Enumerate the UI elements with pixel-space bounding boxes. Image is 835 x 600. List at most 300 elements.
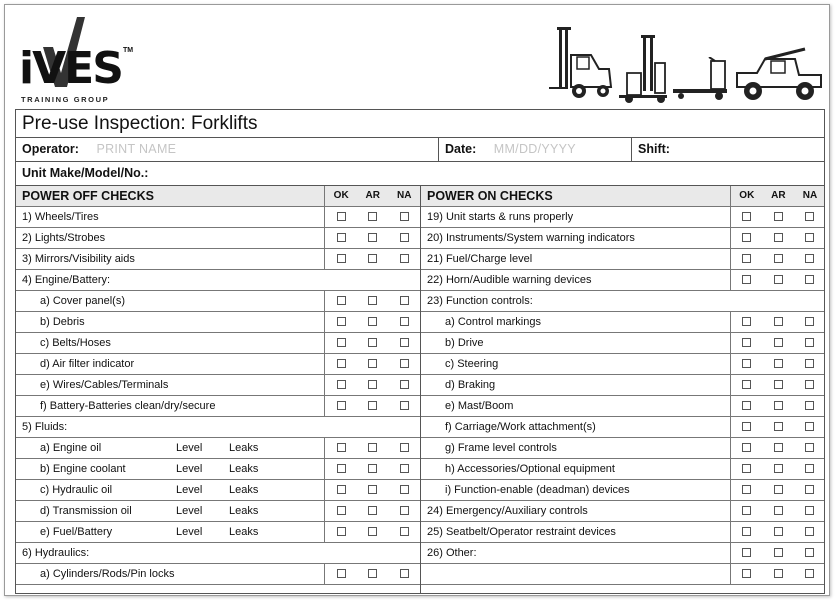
checkbox-cell-ar	[763, 270, 795, 290]
checklist-row	[421, 375, 825, 396]
checkbox-cell-na	[388, 396, 420, 416]
item-text: i) Function-enable (deadman) devices	[445, 484, 630, 496]
checkbox-ar[interactable]	[774, 212, 783, 221]
checkbox-na[interactable]	[400, 212, 409, 221]
checkbox-ok[interactable]	[337, 296, 346, 305]
checkbox-cell-ar	[357, 501, 389, 521]
checkbox-ok[interactable]	[742, 569, 751, 578]
checklist-item-label	[421, 249, 731, 269]
item-text: d) Air filter indicator	[40, 358, 135, 370]
item-text: b) Drive	[445, 337, 484, 349]
operator-label: Operator:	[22, 142, 79, 156]
logo-subtitle: TRAINING GROUP	[21, 95, 110, 104]
checkbox-cell-ar	[357, 438, 389, 458]
checkbox-cell-na	[794, 270, 825, 290]
item-text: c) Steering	[445, 358, 499, 370]
checkbox-cell-ar	[357, 522, 389, 542]
checklist-row	[16, 312, 420, 333]
checkbox-cell-ok	[325, 438, 357, 458]
item-text: d) Transmission oil	[40, 505, 132, 517]
checkbox-cell-na	[388, 459, 420, 479]
checkbox-cell-ar	[763, 501, 795, 521]
shift-label: Shift:	[638, 142, 670, 156]
checkbox-ar[interactable]	[774, 401, 783, 410]
form-title: Pre-use Inspection: Forklifts	[16, 110, 824, 138]
checkbox-cell-na	[388, 480, 420, 500]
checkbox-na[interactable]	[400, 296, 409, 305]
checklist-item-label	[16, 354, 325, 374]
unit-field[interactable]	[16, 162, 824, 185]
checkbox-cell-ar	[357, 228, 389, 248]
checklist-item-label	[16, 207, 325, 227]
checklist-item-label	[421, 459, 731, 479]
checkbox-ar[interactable]	[774, 422, 783, 431]
checkbox-cell-ok	[325, 522, 357, 542]
checkbox-ok[interactable]	[742, 212, 751, 221]
checkbox-ar[interactable]	[368, 569, 377, 578]
checkbox-cell-na	[794, 396, 825, 416]
checklist-row	[421, 249, 825, 270]
checkbox-cell-ok	[325, 207, 357, 227]
checkbox-ar[interactable]	[774, 548, 783, 557]
checklist-row	[16, 291, 420, 312]
checkbox-ok[interactable]	[742, 443, 751, 452]
checkbox-na[interactable]	[400, 443, 409, 452]
item-text: h) Accessories/Optional equipment	[445, 463, 615, 475]
checkbox-cell-ok	[325, 354, 357, 374]
checkbox-cell-na	[794, 480, 825, 500]
power-off-heading: POWER OFF CHECKS	[16, 186, 325, 206]
unit-row	[16, 162, 824, 186]
col-ok-header: OK	[333, 190, 349, 201]
checklist-item-label	[16, 375, 325, 395]
checklist-item-label	[421, 333, 731, 353]
shift-field[interactable]	[632, 138, 824, 161]
item-text: a) Cylinders/Rods/Pin locks	[40, 568, 175, 580]
checkbox-ok[interactable]	[337, 569, 346, 578]
checklist-columns	[16, 186, 824, 594]
checkbox-ok[interactable]	[337, 359, 346, 368]
checkbox-cell-ar	[763, 522, 795, 542]
checkbox-na[interactable]	[805, 233, 814, 242]
checkbox-ok[interactable]	[337, 317, 346, 326]
checkbox-cell-na	[794, 354, 825, 374]
checklist-item-label	[16, 543, 420, 563]
checkbox-ar[interactable]	[774, 380, 783, 389]
checkbox-cell-ar	[763, 459, 795, 479]
checkbox-cell-ok	[325, 480, 357, 500]
checklist-item-label	[421, 228, 731, 248]
checklist-item-label	[16, 522, 325, 542]
checkbox-ar[interactable]	[774, 275, 783, 284]
checkbox-cell-na	[794, 522, 825, 542]
checkbox-na[interactable]	[400, 569, 409, 578]
power-off-header	[16, 186, 420, 207]
checkbox-ok[interactable]	[337, 212, 346, 221]
checklist-item-label	[16, 438, 325, 458]
checkbox-cell-ar	[357, 333, 389, 353]
checklist-item-label	[421, 312, 731, 332]
checkbox-ar[interactable]	[774, 338, 783, 347]
checkbox-ar[interactable]	[368, 443, 377, 452]
checklist-row	[421, 459, 825, 480]
checkbox-na[interactable]	[400, 317, 409, 326]
checklist-item-label	[16, 291, 325, 311]
checkbox-cell-na	[388, 375, 420, 395]
checkbox-cell-na	[794, 417, 825, 437]
checkbox-ar[interactable]	[774, 464, 783, 473]
checkbox-ok[interactable]	[742, 548, 751, 557]
checkbox-ok[interactable]	[742, 401, 751, 410]
checklist-row	[16, 396, 420, 417]
checkbox-cell-na	[388, 438, 420, 458]
level-label: Level	[176, 463, 203, 475]
checkbox-cell-na	[388, 354, 420, 374]
checklist-row	[421, 354, 825, 375]
pallet-jack-icon	[671, 57, 733, 105]
checkbox-na[interactable]	[400, 401, 409, 410]
checklist-row	[16, 522, 420, 543]
checklist-item-label	[421, 438, 731, 458]
checklist-row	[16, 564, 420, 585]
item-text: d) Braking	[445, 379, 496, 391]
checkbox-na[interactable]	[805, 380, 814, 389]
unit-label: Unit Make/Model/No.:	[22, 166, 149, 180]
checklist-row	[16, 501, 420, 522]
checklist-row	[421, 501, 825, 522]
checkbox-cell-ar	[357, 291, 389, 311]
item-text: 1) Wheels/Tires	[22, 211, 99, 223]
checkbox-cell-na	[388, 333, 420, 353]
checkbox-cell-ok	[731, 228, 763, 248]
checkbox-na[interactable]	[400, 254, 409, 263]
checklist-item-label	[16, 480, 325, 500]
item-text: e) Fuel/Battery	[40, 526, 113, 538]
checkbox-cell-ok	[325, 291, 357, 311]
checkbox-na[interactable]	[400, 380, 409, 389]
checkbox-cell-ok	[731, 375, 763, 395]
checkbox-cell-ar	[763, 354, 795, 374]
checkbox-cell-ok	[731, 501, 763, 521]
checkbox-cell-ok	[325, 249, 357, 269]
checkbox-ok[interactable]	[742, 359, 751, 368]
checkbox-na[interactable]	[805, 401, 814, 410]
checklist-item-label	[421, 207, 731, 227]
checkbox-na[interactable]	[805, 317, 814, 326]
checklist-item-label	[421, 417, 731, 437]
date-field[interactable]	[439, 138, 632, 161]
checkbox-ok[interactable]	[742, 254, 751, 263]
checkbox-na[interactable]	[400, 233, 409, 242]
checkbox-na[interactable]	[400, 485, 409, 494]
checkbox-cell-ar	[763, 564, 795, 584]
checklist-row	[16, 228, 420, 249]
checklist-item-label	[16, 564, 325, 584]
date-label: Date:	[445, 142, 477, 156]
checkbox-cell-ar	[763, 228, 795, 248]
checkbox-ar[interactable]	[774, 359, 783, 368]
checklist-item-label	[16, 312, 325, 332]
leaks-label: Leaks	[229, 484, 259, 496]
checkbox-cell-ar	[763, 417, 795, 437]
checkbox-na[interactable]	[805, 506, 814, 515]
checklist-item-label	[421, 480, 731, 500]
checkbox-cell-na	[388, 228, 420, 248]
checkbox-ar[interactable]	[774, 527, 783, 536]
inspection-form	[15, 109, 825, 594]
checkbox-ar[interactable]	[368, 380, 377, 389]
checklist-row	[16, 207, 420, 228]
checklist-row	[421, 270, 825, 291]
checkbox-cell-na	[794, 459, 825, 479]
item-text: 25) Seatbelt/Operator restraint devices	[427, 526, 616, 538]
checklist-item-label	[421, 291, 825, 311]
checkbox-cell-na	[388, 312, 420, 332]
checkbox-ok[interactable]	[742, 317, 751, 326]
checklist-row	[421, 396, 825, 417]
checkbox-na[interactable]	[400, 527, 409, 536]
checklist-row	[16, 354, 420, 375]
checklist-item-label	[421, 522, 731, 542]
item-text: 24) Emergency/Auxiliary controls	[427, 505, 588, 517]
checklist-row	[16, 438, 420, 459]
item-text: 2) Lights/Strobes	[22, 232, 106, 244]
checklist-row	[16, 480, 420, 501]
level-label: Level	[176, 442, 203, 454]
checkbox-ar[interactable]	[368, 359, 377, 368]
operator-field[interactable]	[16, 138, 439, 161]
checkbox-ok[interactable]	[742, 338, 751, 347]
checkbox-ok[interactable]	[337, 485, 346, 494]
checkbox-na[interactable]	[805, 422, 814, 431]
date-placeholder: MM/DD/YYYY	[493, 142, 576, 156]
checkbox-ar[interactable]	[368, 464, 377, 473]
checkbox-cell-na	[388, 207, 420, 227]
checkbox-cell-na	[794, 543, 825, 563]
checkbox-cell-na	[794, 207, 825, 227]
checkbox-ok[interactable]	[337, 401, 346, 410]
item-text: 21) Fuel/Charge level	[427, 253, 533, 265]
checkbox-na[interactable]	[400, 359, 409, 368]
checkbox-ar[interactable]	[368, 254, 377, 263]
item-text: 20) Instruments/System warning indicators	[427, 232, 635, 244]
checklist-row	[421, 543, 825, 564]
checkbox-cell-ok	[731, 543, 763, 563]
checklist-item-label	[421, 354, 731, 374]
item-text: 5) Fluids:	[22, 421, 68, 433]
checkbox-cell-ar	[357, 249, 389, 269]
col-ok-header: OK	[739, 190, 755, 201]
checkbox-ar[interactable]	[774, 569, 783, 578]
checkbox-ok[interactable]	[337, 380, 346, 389]
checkbox-cell-ok	[325, 501, 357, 521]
checkbox-cell-ar	[763, 312, 795, 332]
checkbox-na[interactable]	[805, 275, 814, 284]
checkbox-na[interactable]	[400, 464, 409, 473]
checkbox-ok[interactable]	[742, 485, 751, 494]
inspection-sheet	[4, 4, 830, 596]
checkbox-cell-ar	[357, 480, 389, 500]
checkbox-ok[interactable]	[742, 422, 751, 431]
checkbox-cell-ok	[731, 522, 763, 542]
checkbox-cell-ar	[357, 312, 389, 332]
checkbox-na[interactable]	[805, 443, 814, 452]
item-text: f) Carriage/Work attachment(s)	[445, 421, 596, 433]
item-text: 4) Engine/Battery:	[22, 274, 111, 286]
leaks-label: Leaks	[229, 526, 259, 538]
power-on-checklist	[421, 186, 825, 594]
checkbox-ar[interactable]	[368, 317, 377, 326]
checkbox-cell-na	[794, 438, 825, 458]
checkbox-cell-ar	[357, 396, 389, 416]
checkbox-ar[interactable]	[368, 338, 377, 347]
checkbox-ok[interactable]	[742, 527, 751, 536]
checkbox-ok[interactable]	[742, 275, 751, 284]
checkbox-cell-na	[794, 375, 825, 395]
checkbox-na[interactable]	[805, 464, 814, 473]
checkbox-cell-ok	[325, 312, 357, 332]
checkbox-ok[interactable]	[337, 527, 346, 536]
checkbox-cell-ok	[731, 564, 763, 584]
checkbox-ar[interactable]	[774, 506, 783, 515]
checkbox-cell-ar	[763, 396, 795, 416]
checkbox-cell-ok	[325, 564, 357, 584]
checklist-item-label	[16, 501, 325, 521]
checkbox-ar[interactable]	[774, 254, 783, 263]
level-label: Level	[176, 484, 203, 496]
rough-terrain-forklift-icon	[735, 45, 825, 105]
checkbox-na[interactable]	[805, 212, 814, 221]
power-on-heading: POWER ON CHECKS	[421, 186, 731, 206]
checkbox-ar[interactable]	[368, 296, 377, 305]
checkbox-ok[interactable]	[337, 464, 346, 473]
checklist-row	[421, 522, 825, 543]
checklist-row	[421, 228, 825, 249]
checklist-row	[421, 438, 825, 459]
checkbox-cell-na	[794, 564, 825, 584]
checklist-row	[16, 417, 420, 438]
checkbox-cell-ok	[325, 228, 357, 248]
checkbox-na[interactable]	[805, 359, 814, 368]
checkbox-ar[interactable]	[774, 317, 783, 326]
checkbox-cell-na	[388, 249, 420, 269]
checkbox-ar[interactable]	[368, 233, 377, 242]
checkbox-ar[interactable]	[774, 233, 783, 242]
checkbox-na[interactable]	[805, 485, 814, 494]
col-ar-header: AR	[365, 190, 380, 201]
checkbox-cell-na	[794, 228, 825, 248]
checkbox-ok[interactable]	[337, 443, 346, 452]
checkbox-ok[interactable]	[337, 254, 346, 263]
item-text: a) Engine oil	[40, 442, 102, 454]
checkbox-cell-ar	[763, 249, 795, 269]
leaks-label: Leaks	[229, 463, 259, 475]
checkbox-na[interactable]	[805, 569, 814, 578]
checkbox-cell-ok	[731, 333, 763, 353]
checklist-row	[421, 417, 825, 438]
checkbox-ok[interactable]	[337, 338, 346, 347]
checkbox-ar[interactable]	[368, 527, 377, 536]
checkbox-cell-ok	[731, 396, 763, 416]
checkbox-cell-ar	[763, 438, 795, 458]
checklist-item-label	[16, 459, 325, 479]
item-text: c) Hydraulic oil	[40, 484, 113, 496]
checkbox-ok[interactable]	[337, 506, 346, 515]
checklist-row	[16, 375, 420, 396]
checkbox-ar[interactable]	[368, 401, 377, 410]
checklist-item-label	[16, 333, 325, 353]
checkbox-cell-ar	[357, 459, 389, 479]
checklist-row	[421, 480, 825, 501]
checklist-row	[16, 543, 420, 564]
checkbox-cell-na	[388, 522, 420, 542]
checkbox-ar[interactable]	[368, 485, 377, 494]
checkbox-cell-ok	[731, 438, 763, 458]
checklist-item-label	[421, 396, 731, 416]
checkbox-cell-ar	[357, 375, 389, 395]
col-na-header: NA	[397, 190, 412, 201]
checkbox-cell-ok	[731, 207, 763, 227]
item-text: f) Battery-Batteries clean/dry/secure	[40, 400, 216, 412]
logo-wordmark: iVES	[19, 43, 122, 94]
col-ar-header: AR	[771, 190, 786, 201]
checkbox-cell-ok	[731, 270, 763, 290]
ives-logo	[19, 17, 139, 107]
checkbox-ar[interactable]	[774, 485, 783, 494]
logo-trademark: TM	[123, 47, 134, 54]
checklist-item-label	[421, 375, 731, 395]
checkbox-ar[interactable]	[368, 212, 377, 221]
operator-date-shift-row	[16, 138, 824, 162]
checkbox-cell-ar	[763, 543, 795, 563]
item-text: 26) Other:	[427, 547, 477, 559]
checkbox-cell-ar	[763, 333, 795, 353]
checkbox-ok[interactable]	[742, 506, 751, 515]
operator-placeholder: PRINT NAME	[96, 142, 177, 156]
checkbox-ok[interactable]	[742, 380, 751, 389]
level-label: Level	[176, 526, 203, 538]
checklist-item-label	[16, 270, 420, 290]
checkbox-cell-na	[794, 501, 825, 521]
checkbox-ok[interactable]	[742, 233, 751, 242]
leaks-label: Leaks	[229, 505, 259, 517]
checkbox-cell-ok	[325, 396, 357, 416]
item-text: b) Debris	[40, 316, 85, 328]
checklist-item-label	[16, 228, 325, 248]
checklist-row	[421, 333, 825, 354]
leaks-label: Leaks	[229, 442, 259, 454]
checkbox-ok[interactable]	[742, 464, 751, 473]
checkbox-na[interactable]	[805, 338, 814, 347]
checkbox-cell-ar	[357, 207, 389, 227]
power-on-header	[421, 186, 825, 207]
checklist-item-label	[421, 270, 731, 290]
checkbox-ar[interactable]	[368, 506, 377, 515]
checkbox-na[interactable]	[805, 527, 814, 536]
checkbox-na[interactable]	[400, 338, 409, 347]
checkbox-na[interactable]	[400, 506, 409, 515]
checkbox-na[interactable]	[805, 254, 814, 263]
item-text: 23) Function controls:	[427, 295, 533, 307]
checkbox-na[interactable]	[805, 548, 814, 557]
checkbox-cell-ok	[731, 249, 763, 269]
checkbox-cell-na	[388, 291, 420, 311]
checkbox-cell-ar	[763, 375, 795, 395]
checklist-row	[16, 249, 420, 270]
checkbox-ok[interactable]	[337, 233, 346, 242]
checkbox-ar[interactable]	[774, 443, 783, 452]
power-off-checklist	[16, 186, 421, 594]
